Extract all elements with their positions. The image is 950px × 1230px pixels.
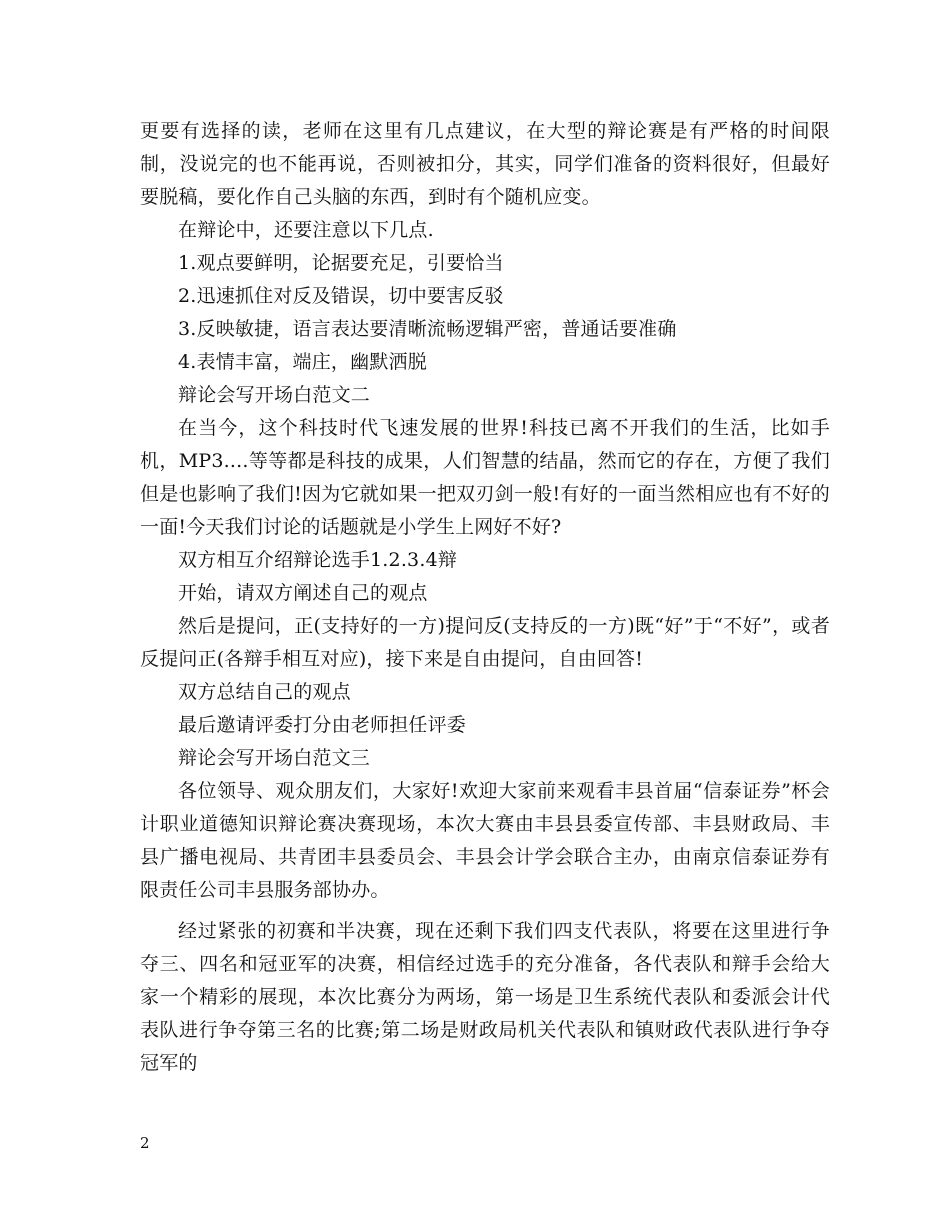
list-item-point-3: 3.反映敏捷，语言表达要清晰流畅逻辑严密，普通话要准确 [178, 318, 677, 340]
paragraph-welcome-speech: 各位领导、观众朋友们，大家好!欢迎大家前来观看丰县首届“信泰证券”杯会计职业道德知识辩论赛决赛现场，本次大赛由丰县县委宣传部、丰县财政局、丰县广播电视局、共青团丰县委员会、丰县会计学会联合主办，由南京信泰证券有限责任公司丰县服务部协办。 [140, 780, 830, 901]
paragraph-state-views: 开始，请双方阐述自己的观点 [178, 582, 428, 604]
document-body [140, 115, 830, 1080]
paragraph-debate-notes-intro: 在辩论中，还要注意以下几点. [178, 219, 434, 241]
paragraph-final-rounds: 经过紧张的初赛和半决赛，现在还剩下我们四支代表队，将要在这里进行争夺三、四名和冠亚军的决赛，相信经过选手的充分准备，各代表队和辩手会给大家一个精彩的展现，本次比赛分为两场，第一场是卫生系统代表队和委派会计代表队进行争夺第三名的比赛;第二场是财政局机关代表队和镇财政代表队进行争夺冠军的 [140, 920, 830, 1074]
paragraph-summarize-views: 双方总结自己的观点 [178, 681, 351, 703]
list-item-point-2: 2.迅速抓住对反及错误，切中要害反驳 [178, 285, 504, 307]
paragraph-reading-advice: 更要有选择的读，老师在这里有几点建议，在大型的辩论赛是有严格的时间限制，没说完的也不能再说，否则被扣分，其实，同学们准备的资料很好，但最好要脱稿，要化作自己头脑的东西，到时有个随机应变。 [140, 120, 830, 208]
paragraph-technology-topic: 在当今，这个科技时代飞速发展的世界!科技已离不开我们的生活，比如手机，MP3....等等都是科技的成果，人们智慧的结晶，然而它的存在，方便了我们但是也影响了我们!因为它就如果一把双刃剑一般!有好的一面当然相应也有不好的一面!今天我们讨论的话题就是小学生上网好不好? [140, 417, 830, 538]
section-heading-sample-two: 辩论会写开场白范文二 [178, 384, 371, 406]
list-item-point-1: 1.观点要鲜明，论据要充足，引要恰当 [178, 252, 504, 274]
paragraph-introduce-debaters: 双方相互介绍辩论选手1.2.3.4辩 [178, 549, 458, 571]
list-item-point-4: 4.表情丰富，端庄，幽默洒脱 [178, 351, 427, 373]
section-heading-sample-three: 辩论会写开场白范文三 [178, 747, 371, 769]
paragraph-questioning: 然后是提问，正(支持好的一方)提问反(支持反的一方)既“好”于“不好”，或者反提问正(各辩手相互对应)，接下来是自由提问，自由回答! [140, 615, 830, 670]
paragraph-judges-scoring: 最后邀请评委打分由老师担任评委 [178, 714, 467, 736]
page-number: 2 [140, 1134, 150, 1152]
